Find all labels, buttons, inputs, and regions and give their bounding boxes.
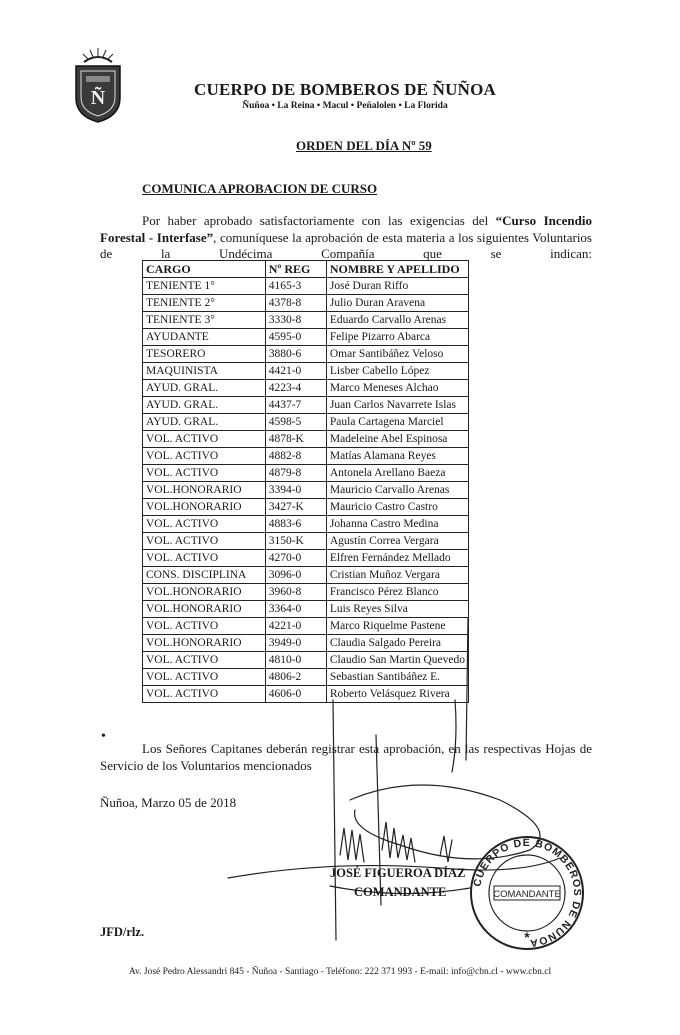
- cell-name: Eduardo Carvallo Arenas: [326, 312, 468, 329]
- course-name: “Curso Incendio Forestal - Interfase”: [100, 213, 592, 245]
- cell-reg: 3880-6: [265, 346, 326, 363]
- cell-name: Luis Reyes Silva: [326, 601, 468, 618]
- cell-reg: 4595-0: [265, 329, 326, 346]
- signatory-role: COMANDANTE: [354, 885, 447, 899]
- cell-cargo: VOL. ACTIVO: [143, 550, 266, 567]
- cell-cargo: AYUD. GRAL.: [143, 414, 266, 431]
- cell-cargo: VOL. ACTIVO: [143, 516, 266, 533]
- cell-name: Claudia Salgado Pereira: [326, 635, 468, 652]
- signatory-name: JOSÉ FIGUEROA DÍAZ: [330, 866, 466, 880]
- cell-name: Claudio San Martin Quevedo: [326, 652, 468, 669]
- cell-reg: 3960-8: [265, 584, 326, 601]
- cell-cargo: VOL.HONORARIO: [143, 482, 266, 499]
- cell-cargo: TENIENTE 3°: [143, 312, 266, 329]
- cell-cargo: AYUD. GRAL.: [143, 397, 266, 414]
- cell-reg: 4878-K: [265, 431, 326, 448]
- order-title: ORDEN DEL DÍA Nº 59: [296, 138, 432, 153]
- cell-name: Marco Meneses Alchao: [326, 380, 468, 397]
- cell-cargo: VOL. ACTIVO: [143, 686, 266, 703]
- stamp-star-icon: *: [524, 929, 530, 945]
- cell-reg: 4223-4: [265, 380, 326, 397]
- intro-before: Por haber aprobado satisfactoriamente con las exigencias del: [142, 213, 496, 228]
- cell-cargo: TESORERO: [143, 346, 266, 363]
- cell-name: Paula Cartagena Marciel: [326, 414, 468, 431]
- cell-cargo: VOL. ACTIVO: [143, 533, 266, 550]
- cell-cargo: VOL.HONORARIO: [143, 635, 266, 652]
- cell-name: Marco Riquelme Pastene: [326, 618, 468, 635]
- cell-name: Francisco Pérez Blanco: [326, 584, 468, 601]
- cell-reg: 4879-8: [265, 465, 326, 482]
- cell-reg: 3394-0: [265, 482, 326, 499]
- cell-name: Matías Alamana Reyes: [326, 448, 468, 465]
- cell-name: Mauricio Castro Castro: [326, 499, 468, 516]
- cell-reg: 3427-K: [265, 499, 326, 516]
- cell-cargo: VOL. ACTIVO: [143, 431, 266, 448]
- cell-cargo: AYUDANTE: [143, 329, 266, 346]
- stamp-ring-text: CUERPO DE BOMBEROS DE ÑUÑOA: [471, 836, 584, 950]
- cell-reg: 4270-0: [265, 550, 326, 567]
- header-name: NOMBRE Y APELLIDO: [326, 261, 468, 278]
- stamp-center-text: COMANDANTE: [493, 889, 561, 900]
- cell-name: Roberto Velásquez Rivera: [326, 686, 468, 703]
- cell-cargo: VOL.HONORARIO: [143, 584, 266, 601]
- cell-name: Julio Duran Aravena: [326, 295, 468, 312]
- cell-reg: 3364-0: [265, 601, 326, 618]
- cell-reg: 4810-0: [265, 652, 326, 669]
- cell-reg: 4165-3: [265, 278, 326, 295]
- cell-reg: 4598-5: [265, 414, 326, 431]
- cell-reg: 4606-0: [265, 686, 326, 703]
- header-reg: Nº REG: [265, 261, 326, 278]
- intro-after: , comuníquese la aprobación de esta materia a los siguientes Voluntarios de la Undécima Compañía que se indican:: [100, 229, 592, 261]
- cell-name: Juan Carlos Navarrete Islas: [326, 397, 468, 414]
- cell-cargo: VOL. ACTIVO: [143, 652, 266, 669]
- cell-reg: 4421-0: [265, 363, 326, 380]
- typist-initials: JFD/rlz.: [100, 925, 145, 939]
- cell-cargo: VOL. ACTIVO: [143, 669, 266, 686]
- communes-subtitle: Ñuñoa • La Reina • Macul • Peñalolen • La Florida: [242, 101, 448, 111]
- header-cargo: CARGO: [143, 261, 266, 278]
- cell-cargo: MAQUINISTA: [143, 363, 266, 380]
- cell-reg: 4378-8: [265, 295, 326, 312]
- cell-reg: 4883-6: [265, 516, 326, 533]
- cell-cargo: VOL. ACTIVO: [143, 618, 266, 635]
- cell-reg: 4882-8: [265, 448, 326, 465]
- cell-name: Lisber Cabello López: [326, 363, 468, 380]
- subject-heading: COMUNICA APROBACION DE CURSO: [142, 181, 378, 196]
- cell-reg: 3949-0: [265, 635, 326, 652]
- cell-name: Elfren Fernández Mellado: [326, 550, 468, 567]
- cell-cargo: VOL. ACTIVO: [143, 448, 266, 465]
- cell-reg: 3150-K: [265, 533, 326, 550]
- footer-contact: Av. José Pedro Alessandri 845 - Ñuñoa - Santiago - Teléfono: 222 371 993 - E-mail: info@cbn.cl - www.cbn.cl: [128, 967, 552, 977]
- cell-name: Madeleine Abel Espinosa: [326, 431, 468, 448]
- closing-text: Los Señores Capitanes deberán registrar esta aprobación, en las respectivas Hojas de Servicio de los Voluntarios mencionados: [100, 741, 592, 773]
- cell-name: Mauricio Carvallo Arenas: [326, 482, 468, 499]
- cell-name: Cristian Muñoz Vergara: [326, 567, 468, 584]
- cell-reg: 4437-7: [265, 397, 326, 414]
- cell-name: Agustín Correa Vergara: [326, 533, 468, 550]
- cell-cargo: VOL.HONORARIO: [143, 601, 266, 618]
- cell-reg: 3096-0: [265, 567, 326, 584]
- cell-cargo: CONS. DISCIPLINA: [143, 567, 266, 584]
- cell-name: Antonela Arellano Baeza: [326, 465, 468, 482]
- cell-reg: 4806-2: [265, 669, 326, 686]
- date-line: Ñuñoa, Marzo 05 de 2018: [100, 795, 237, 810]
- cell-cargo: VOL.HONORARIO: [143, 499, 266, 516]
- cell-reg: 3330-8: [265, 312, 326, 329]
- organization-title: CUERPO DE BOMBEROS DE ÑUÑOA: [194, 80, 496, 99]
- cell-name: Sebastian Santibáñez E.: [326, 669, 468, 686]
- bullet-mark: •: [101, 729, 106, 744]
- official-stamp: [468, 834, 586, 952]
- cell-name: Omar Santibáñez Veloso: [326, 346, 468, 363]
- cell-cargo: TENIENTE 1°: [143, 278, 266, 295]
- cell-cargo: VOL. ACTIVO: [143, 465, 266, 482]
- svg-text:Ñ: Ñ: [90, 87, 106, 109]
- cell-cargo: TENIENTE 2°: [143, 295, 266, 312]
- cell-name: Felipe Pizarro Abarca: [326, 329, 468, 346]
- cell-name: Johanna Castro Medina: [326, 516, 468, 533]
- cell-name: José Duran Riffo: [326, 278, 468, 295]
- cell-reg: 4221-0: [265, 618, 326, 635]
- cell-cargo: AYUD. GRAL.: [143, 380, 266, 397]
